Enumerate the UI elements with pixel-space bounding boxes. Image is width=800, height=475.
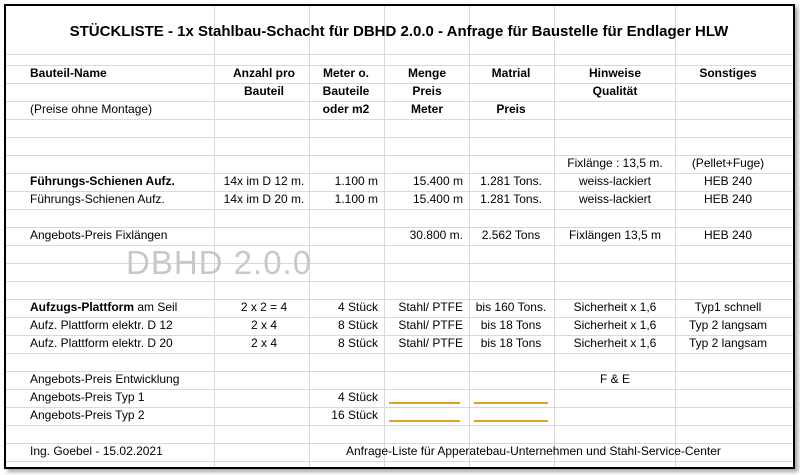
row4-name: [30, 298, 177, 316]
row5-material: bis 18 Tons: [480, 318, 542, 332]
row6-name: Aufz. Plattform elektr. D 20: [30, 336, 173, 350]
row6-meter: 8 Stück: [337, 336, 378, 350]
header-anzahl: Anzahl pro: [233, 66, 295, 80]
row8-meter: 4 Stück: [337, 390, 378, 404]
header-hinweise: Hinweise: [588, 66, 642, 80]
header-qualitaet: Qualität: [592, 84, 638, 98]
header-bauteil-name: Bauteil-Name: [30, 66, 107, 80]
row1-material: 1.281 Tons.: [480, 174, 542, 188]
footer-author: Ing. Goebel - 15.02.2021: [30, 444, 163, 458]
row6-qty: Stahl/ PTFE: [398, 336, 463, 350]
spreadsheet-frame: [4, 4, 795, 469]
header-preis: Preis: [412, 84, 442, 98]
row1-qty: 15.400 m: [412, 174, 463, 188]
row4-meter: 4 Stück: [337, 300, 378, 314]
row2-qty: 15.400 m: [412, 192, 463, 206]
fixlength-note: Fixlänge : 13,5 m.: [567, 156, 663, 170]
row4-other: Typ1 schnell: [694, 300, 762, 314]
row3-other: HEB 240: [703, 228, 753, 242]
row9-name: Angebots-Preis Typ 2: [30, 408, 145, 422]
row1-name: Führungs-Schienen Aufz.: [30, 174, 175, 188]
sheet-title: STÜCKLISTE - 1x Stahlbau-Schacht für DBHD 2.0.0 - Anfrage für Baustelle für Endlager HLW: [69, 23, 729, 40]
footer-text: Anfrage-Liste für Apperatebau-Unternehmen und Stahl-Service-Center: [346, 444, 721, 458]
row6-note: Sicherheit x 1,6: [573, 336, 657, 350]
row5-count: 2 x 4: [250, 318, 278, 332]
row4-note: Sicherheit x 1,6: [573, 300, 657, 314]
header-menge: Menge: [407, 66, 447, 80]
header-meter: Meter o.: [322, 66, 370, 80]
header-matrial: Matrial: [491, 66, 531, 80]
price-note: (Preise ohne Montage): [30, 102, 153, 116]
row2-other: HEB 240: [703, 192, 753, 206]
header-bauteile: Bauteile: [322, 84, 370, 98]
row9-price-line: [389, 420, 460, 422]
row7-note: F & E: [599, 372, 631, 386]
row9-meter: 16 Stück: [331, 408, 378, 422]
row8-price-line: [389, 402, 460, 404]
row5-name: Aufz. Plattform elektr. D 12: [30, 318, 173, 332]
row2-name: Führungs-Schienen Aufz.: [30, 192, 165, 206]
header-sonstiges: Sonstiges: [699, 66, 757, 80]
row3-qty: 30.800 m.: [409, 228, 463, 242]
row2-meter: 1.100 m: [334, 192, 378, 206]
header-oder-m2: oder m2: [322, 102, 370, 116]
row6-count: 2 x 4: [250, 336, 278, 350]
header-bauteil: Bauteil: [243, 84, 285, 98]
row1-note: weiss-lackiert: [578, 174, 652, 188]
row1-count: 14x im D 12 m.: [223, 174, 305, 188]
row4-count: 2 x 2 = 4: [240, 300, 288, 314]
row5-note: Sicherheit x 1,6: [573, 318, 657, 332]
row8-material-line: [474, 402, 548, 404]
row5-meter: 8 Stück: [337, 318, 378, 332]
row4-name-bold: Aufzugs-Plattform: [30, 300, 134, 314]
watermark-text: DBHD 2.0.0: [126, 244, 313, 281]
row3-name: Angebots-Preis Fixlängen: [30, 228, 168, 242]
row5-qty: Stahl/ PTFE: [398, 318, 463, 332]
row3-note: Fixlängen 13,5 m: [568, 228, 662, 242]
row2-material: 1.281 Tons.: [480, 192, 542, 206]
row6-other: Typ 2 langsam: [688, 336, 768, 350]
row1-meter: 1.100 m: [334, 174, 378, 188]
row8-name: Angebots-Preis Typ 1: [30, 390, 145, 404]
row9-material-line: [474, 420, 548, 422]
row2-note: weiss-lackiert: [578, 192, 652, 206]
row4-material: bis 160 Tons.: [475, 300, 547, 314]
header-matrial-preis: Preis: [496, 102, 526, 116]
row7-name: Angebots-Preis Entwicklung: [30, 372, 180, 386]
row3-material: 2.562 Tons: [481, 228, 541, 242]
header-meter-unit: Meter: [410, 102, 444, 116]
row4-qty: Stahl/ PTFE: [398, 300, 463, 314]
row4-name-rest: am Seil: [134, 300, 178, 314]
row5-other: Typ 2 langsam: [688, 318, 768, 332]
row1-other: HEB 240: [703, 174, 753, 188]
row2-count: 14x im D 20 m.: [223, 192, 305, 206]
fixlength-other: (Pellet+Fuge): [691, 156, 765, 170]
row6-material: bis 18 Tons: [480, 336, 542, 350]
